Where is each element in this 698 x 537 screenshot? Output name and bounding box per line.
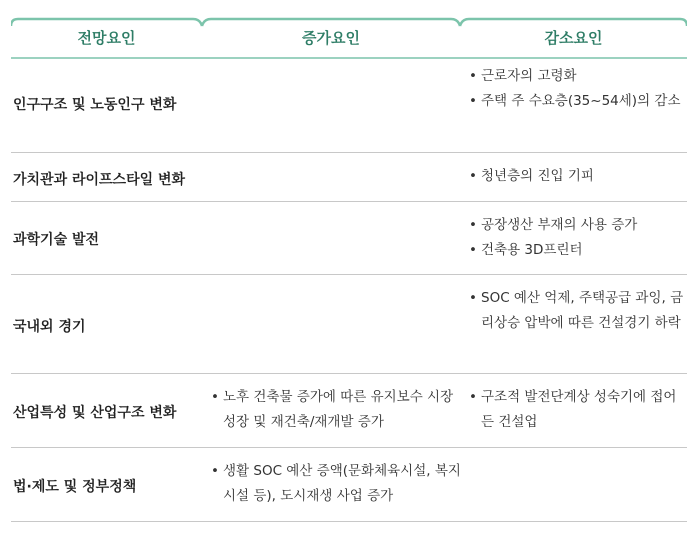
decrease-item: • 구조적 발전단계상 성숙기에 접어든 건설업 [469,385,687,435]
decrease-item: • SOC 예산 억제, 주택공급 과잉, 금리상승 압박에 따른 건설경기 하락 [469,286,687,336]
table-row [11,448,687,522]
row-factor-label: 가치관과 라이프스타일 변화 [13,172,186,188]
decrease-item: • 근로자의 고령화 [469,64,687,89]
decrease-item: • 건축용 3D프린터 [469,238,687,263]
header-col-increase-factor [202,17,460,59]
decrease-cell [469,213,687,263]
table-row [11,202,687,275]
header-label: 증가요인 [302,29,360,47]
table-row [11,275,687,374]
increase-item: • 노후 건축물 증가에 따른 유지보수 시장 성장 및 재건축/재개발 증가 [211,385,463,435]
decrease-cell [469,385,687,435]
increase-item: • 생활 SOC 예산 증액(문화체육시설, 복지시설 등), 도시재생 사업 증가 [211,459,463,509]
header-col-forecast-factor [11,17,202,59]
row-factor-label: 인구구조 및 노동인구 변화 [13,97,177,113]
header-label: 감소요인 [544,29,603,47]
decrease-cell [469,64,687,114]
header-label: 전망요인 [77,29,136,47]
decrease-cell [469,286,687,336]
decrease-cell [469,164,687,189]
row-factor-label: 과학기술 발전 [13,232,100,248]
decrease-item: • 공장생산 부재의 사용 증가 [469,213,687,238]
decrease-item: • 주택 주 수요층(35~54세)의 감소 [469,89,687,114]
row-factor-label: 국내외 경기 [13,319,86,335]
decrease-item: • 청년층의 진입 기피 [469,164,687,189]
header-col-decrease-factor [460,17,687,59]
row-factor-label: 산업특성 및 산업구조 변화 [13,405,177,421]
table-row [11,374,687,448]
table-row [11,153,687,202]
increase-cell [211,385,463,435]
table-row [11,59,687,153]
increase-cell [211,459,463,509]
row-factor-label: 법·제도 및 정부정책 [13,479,137,495]
